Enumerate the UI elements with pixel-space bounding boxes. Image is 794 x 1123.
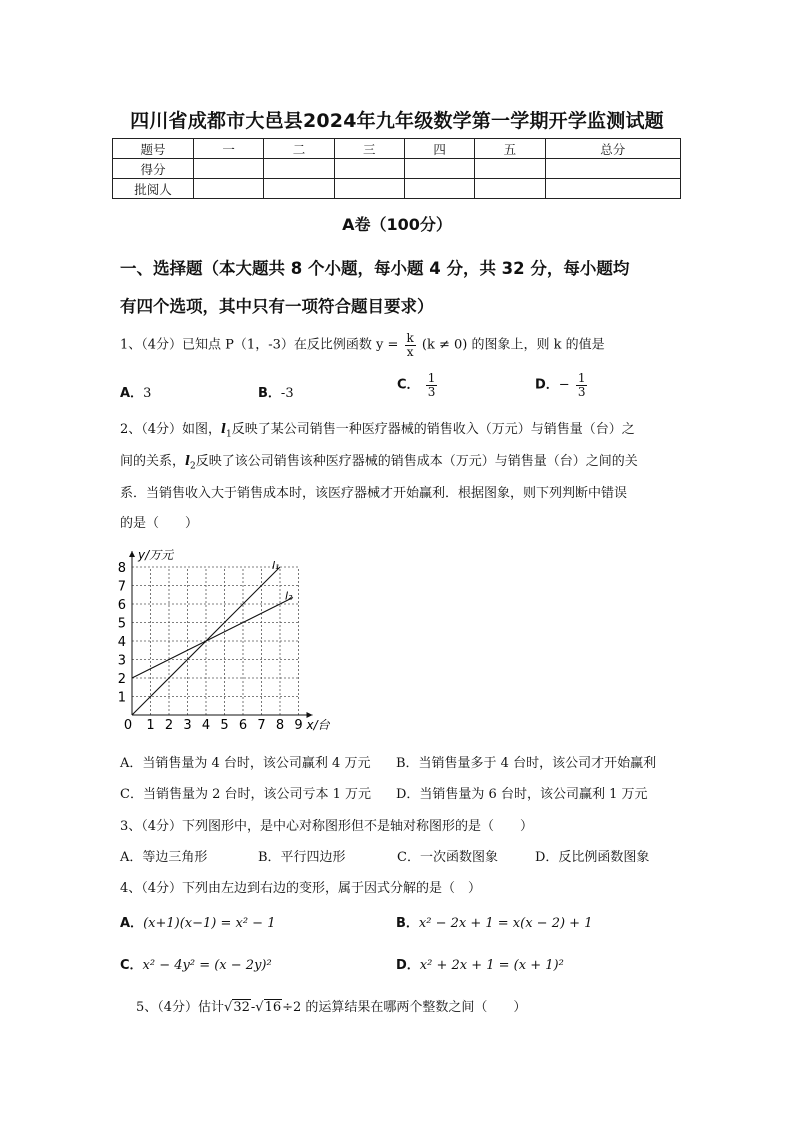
score-row bbox=[113, 159, 681, 179]
y-tick-label: 7 bbox=[117, 579, 126, 595]
q1-option-a[interactable]: A．3 bbox=[120, 386, 152, 401]
volume-title: A卷（100分） bbox=[342, 215, 452, 234]
q3-option-b[interactable]: B．平行四边形 bbox=[258, 850, 346, 865]
question-5: 5、（4分）估计√32-√16÷2 的运算结果在哪两个整数之间（ ） bbox=[136, 1000, 527, 1015]
header-cell: 一 bbox=[194, 139, 264, 159]
q1-fraction bbox=[405, 332, 416, 358]
series-label-l1: l₁ bbox=[272, 559, 280, 572]
question-3: 3、（4分）下列图形中，是中心对称图形但不是轴对称图形的是（ ） bbox=[120, 819, 534, 834]
q1-option-c[interactable]: C． $\frac{1}{3}$ bbox=[397, 371, 436, 399]
sales-chart bbox=[110, 540, 350, 740]
reviewer-cell[interactable] bbox=[545, 179, 680, 199]
y-axis-label: y/万元 bbox=[138, 548, 174, 562]
q4-option-c[interactable]: C．x² − 4y² = (x − 2y)² bbox=[120, 958, 272, 973]
q2-line2: 间的关系，$l_2$反映了该公司销售该种医疗器械的销售成本（万元）与销售量（台）之间的关 bbox=[120, 454, 638, 472]
header-cell: 总分 bbox=[545, 139, 680, 159]
x-tick-label: 7 bbox=[257, 718, 266, 733]
q4-option-d[interactable]: D．x² + 2x + 1 = (x + 1)² bbox=[396, 958, 564, 973]
series-line-l2 bbox=[132, 598, 293, 678]
exam-title: 四川省成都市大邑县2024年九年级数学第一学期开学监测试题 bbox=[130, 110, 664, 132]
y-tick-label: 5 bbox=[117, 616, 126, 632]
q2-option-a[interactable]: A．当销售量为 4 台时，该公司赢利 4 万元 bbox=[120, 756, 371, 771]
q3-option-c[interactable]: C．一次函数图象 bbox=[397, 850, 498, 865]
score-cell[interactable] bbox=[404, 159, 474, 179]
q1-option-b[interactable]: B．-3 bbox=[258, 386, 294, 401]
x-tick-label: 9 bbox=[294, 718, 303, 733]
q1-frac-num: k bbox=[406, 331, 414, 345]
score-cell[interactable] bbox=[545, 159, 680, 179]
header-cell: 三 bbox=[334, 139, 404, 159]
chart-ticks bbox=[118, 561, 303, 733]
q2-line3: 系．当销售收入大于销售成本时，该医疗器械才开始赢利．根据图象，则下列判断中错误 bbox=[120, 486, 628, 501]
score-cell[interactable] bbox=[264, 159, 334, 179]
q3-option-a[interactable]: A．等边三角形 bbox=[120, 850, 208, 865]
reviewer-cell[interactable] bbox=[334, 179, 404, 199]
q1-frac-den: x bbox=[406, 344, 414, 359]
y-tick-label: 2 bbox=[117, 672, 126, 687]
header-cell: 四 bbox=[404, 139, 474, 159]
y-tick-label: 1 bbox=[117, 690, 126, 706]
chart-series bbox=[132, 559, 293, 715]
x-tick-label: 8 bbox=[275, 718, 285, 733]
score-cell[interactable] bbox=[475, 159, 545, 179]
y-axis-arrow bbox=[129, 551, 135, 557]
q2-option-b[interactable]: B．当销售量多于 4 台时，该公司才开始赢利 bbox=[396, 756, 657, 771]
x-tick-label: 1 bbox=[146, 718, 155, 733]
score-table-header-row bbox=[113, 139, 681, 159]
origin-label: 0 bbox=[123, 718, 133, 733]
q1-prefix: 1、（4分）已知点 P（1，-3）在反比例函数 y = bbox=[120, 337, 399, 353]
q2-option-c[interactable]: C．当销售量为 2 台时，该公司亏本 1 万元 bbox=[120, 787, 372, 802]
series-label-l2: l₂ bbox=[284, 589, 293, 603]
chart-axes bbox=[129, 548, 332, 732]
x-tick-label: 6 bbox=[238, 718, 248, 733]
reviewer-row bbox=[113, 179, 681, 199]
chart-grid bbox=[132, 567, 299, 715]
score-cell[interactable] bbox=[334, 159, 404, 179]
score-cell[interactable] bbox=[194, 159, 264, 179]
reviewer-cell[interactable] bbox=[404, 179, 474, 199]
y-tick-label: 3 bbox=[117, 653, 126, 669]
x-tick-label: 2 bbox=[164, 718, 174, 733]
q1-option-d[interactable]: D．− $\frac{1}{3}$ bbox=[535, 371, 586, 399]
section-heading-line2: 有四个选项，其中只有一项符合题目要求） bbox=[120, 297, 434, 316]
reviewer-cell[interactable] bbox=[475, 179, 545, 199]
q3-option-d[interactable]: D．反比例函数图象 bbox=[535, 850, 650, 865]
header-cell: 二 bbox=[264, 139, 334, 159]
row-label: 批阅人 bbox=[113, 179, 194, 199]
section-heading-line1: 一、选择题（本大题共 8 个小题，每小题 4 分，共 32 分，每小题均 bbox=[120, 259, 630, 278]
q2-option-d[interactable]: D．当销售量为 6 台时，该公司赢利 1 万元 bbox=[396, 787, 648, 802]
x-axis-label: x/台 bbox=[306, 718, 330, 732]
x-tick-label: 5 bbox=[220, 718, 229, 733]
header-cell: 题号 bbox=[113, 139, 194, 159]
header-cell: 五 bbox=[475, 139, 545, 159]
q2-line4: 的是（ ） bbox=[120, 516, 199, 531]
q2-line1: 2、（4分）如图，$l_1$反映了某公司销售一种医疗器械的销售收入（万元）与销售量（台）之 bbox=[120, 422, 635, 440]
q1-suffix: (k ≠ 0) 的图象上，则 k 的值是 bbox=[421, 337, 605, 353]
score-table bbox=[112, 138, 681, 199]
x-tick-label: 4 bbox=[201, 718, 211, 733]
reviewer-cell[interactable] bbox=[264, 179, 334, 199]
y-tick-label: 8 bbox=[117, 561, 126, 576]
question-4: 4、（4分）下列由左边到右边的变形，属于因式分解的是（ ） bbox=[120, 881, 482, 896]
q4-option-b[interactable]: B．x² − 2x + 1 = x(x − 2) + 1 bbox=[396, 916, 593, 931]
row-label: 得分 bbox=[113, 159, 194, 179]
x-tick-label: 3 bbox=[183, 718, 192, 733]
question-1 bbox=[120, 332, 605, 358]
y-tick-label: 4 bbox=[117, 635, 126, 650]
reviewer-cell[interactable] bbox=[194, 179, 264, 199]
q4-option-a[interactable]: A．(x+1)(x−1) = x² − 1 bbox=[120, 916, 276, 931]
y-tick-label: 6 bbox=[117, 598, 126, 613]
